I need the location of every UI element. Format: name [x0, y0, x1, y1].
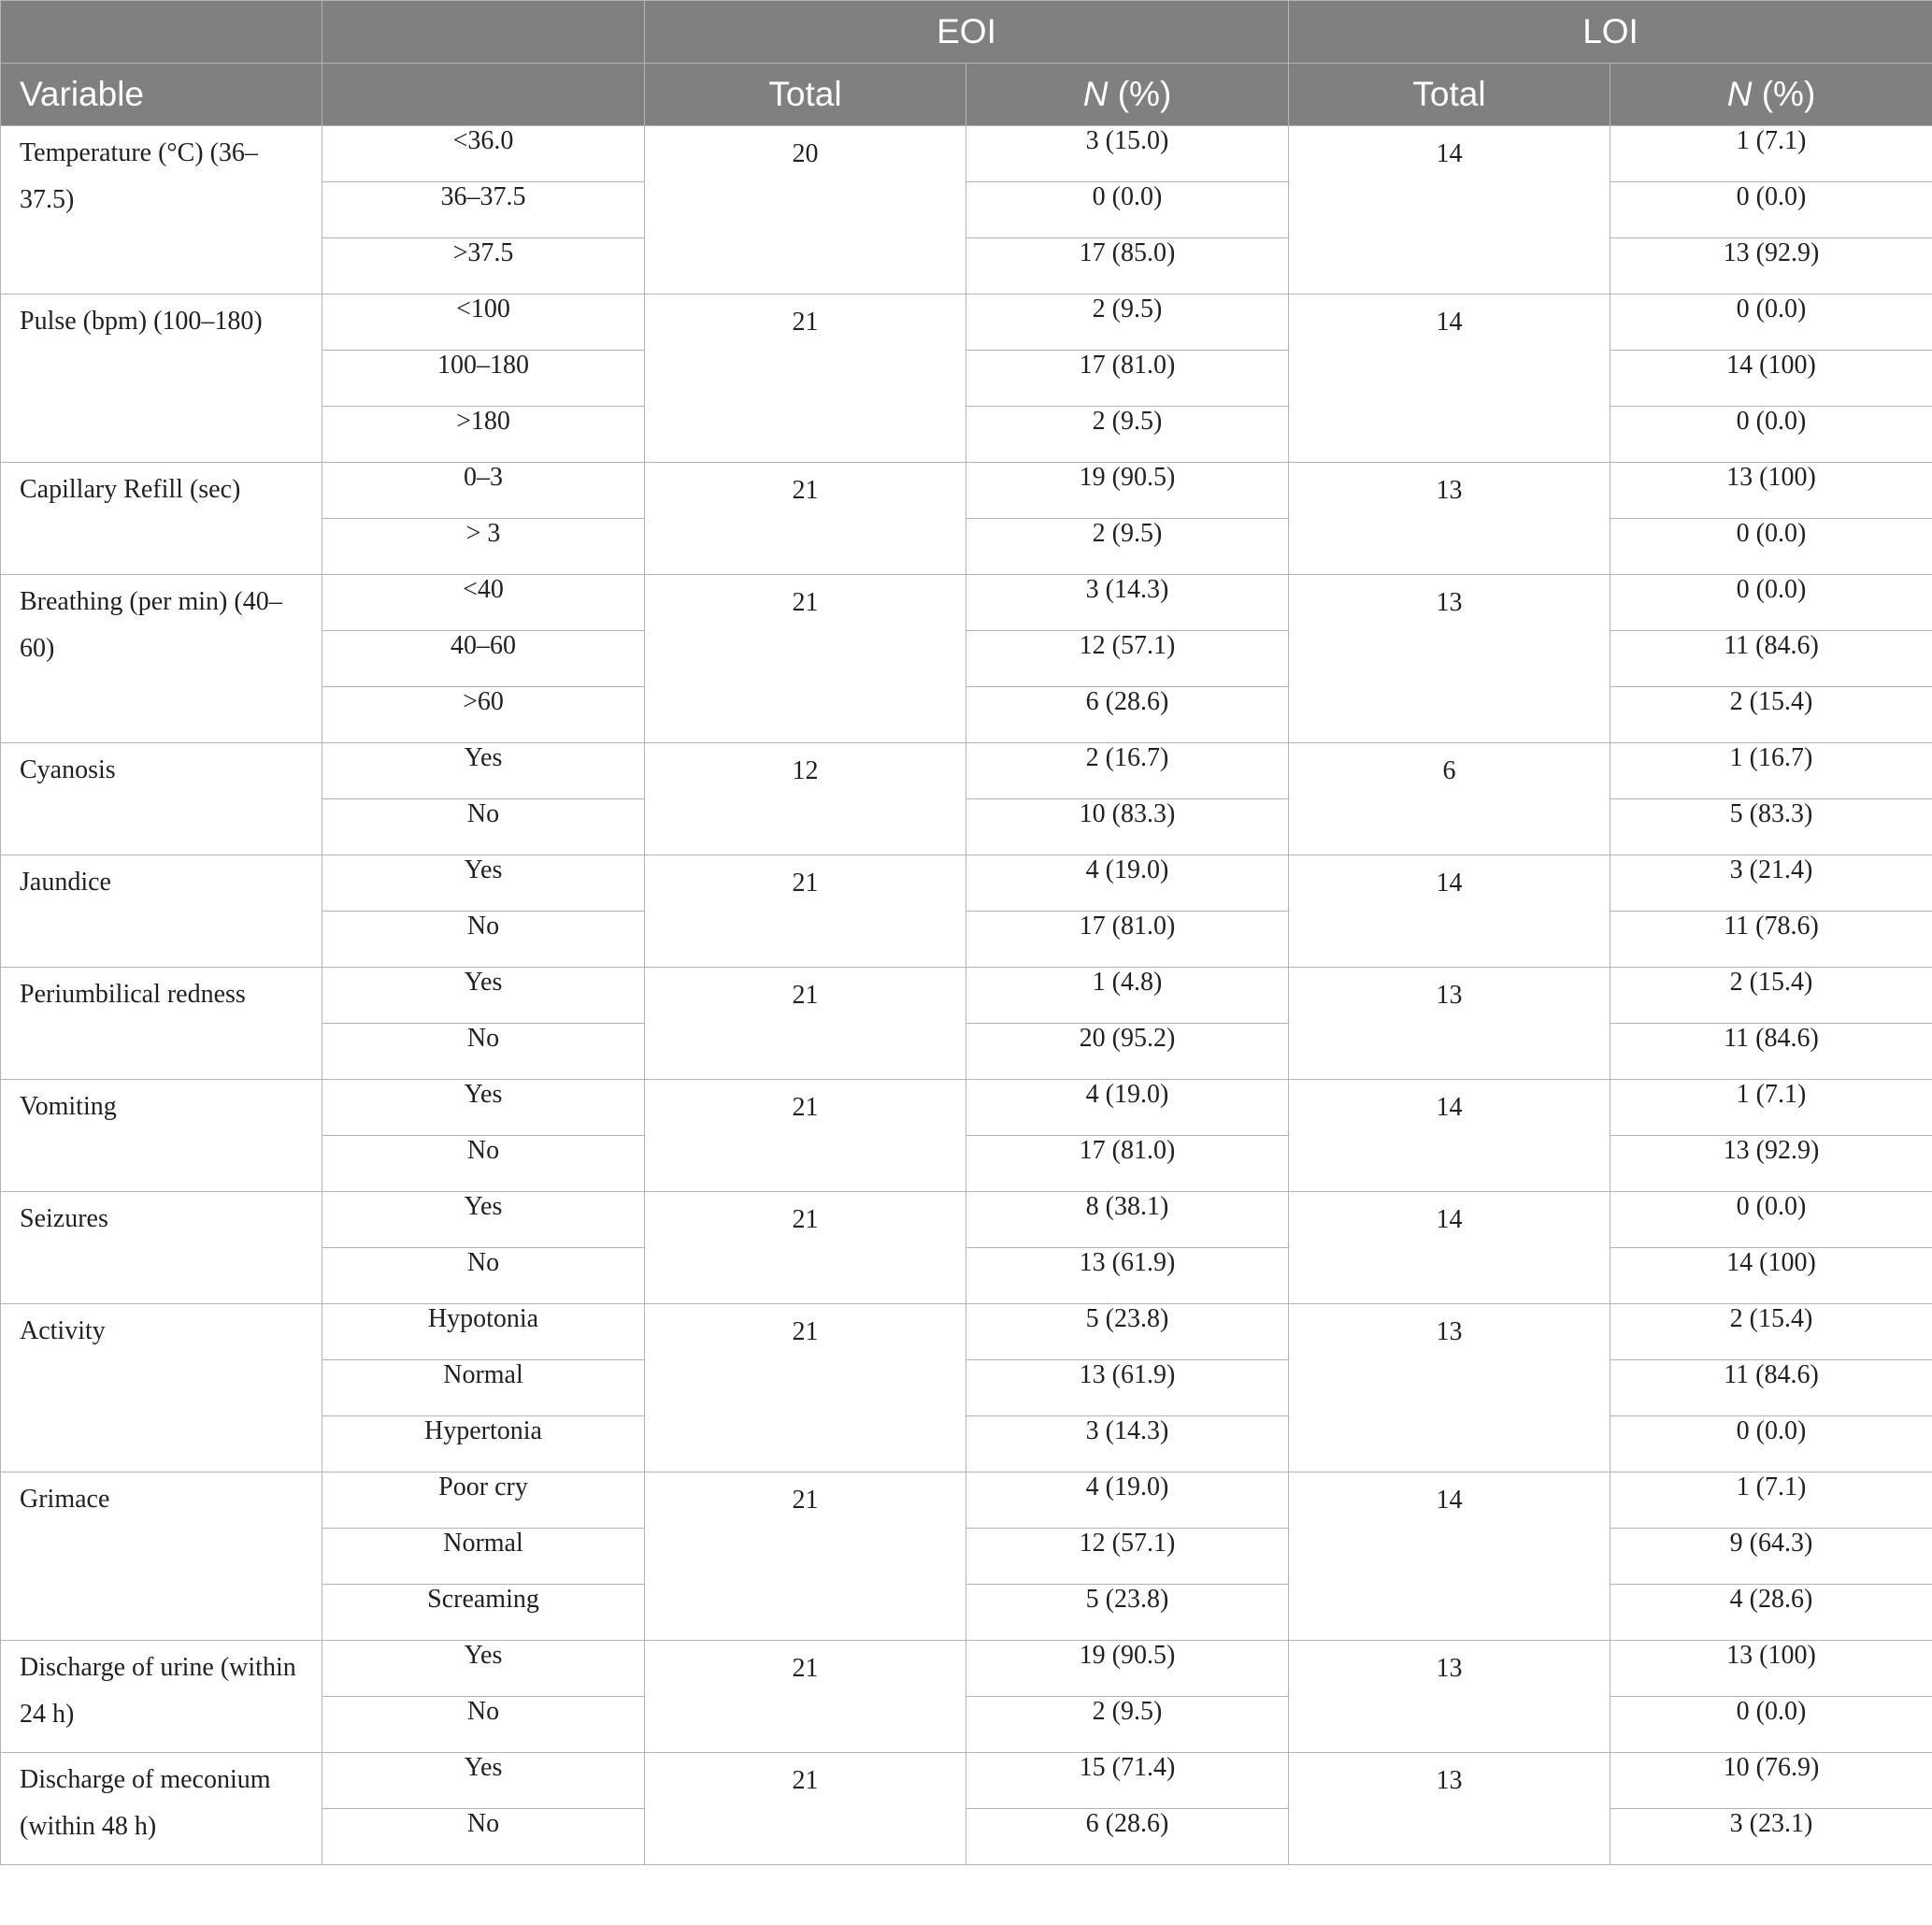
- eoi-n-percent-cell: 19 (90.5): [966, 1641, 1289, 1697]
- eoi-n-percent-cell: 8 (38.1): [966, 1192, 1289, 1248]
- table-row: [1, 1304, 1932, 1360]
- loi-n-percent-cell: 0 (0.0): [1610, 182, 1932, 238]
- category-cell: No: [322, 1136, 645, 1192]
- eoi-total-cell: 21: [645, 1192, 966, 1304]
- loi-total-cell: 13: [1289, 968, 1610, 1080]
- eoi-n-percent-cell: 5 (23.8): [966, 1585, 1289, 1641]
- category-cell: No: [322, 1024, 645, 1080]
- header-loi-n-percent: [1610, 64, 1932, 126]
- variable-name-cell: Vomiting: [1, 1080, 322, 1192]
- header-eoi-n-percent: [966, 64, 1289, 126]
- loi-n-percent-cell: 11 (84.6): [1610, 631, 1932, 687]
- table-row: [1, 743, 1932, 799]
- loi-n-percent-cell: 13 (100): [1610, 463, 1932, 519]
- eoi-n-percent-cell: 6 (28.6): [966, 687, 1289, 743]
- eoi-n-percent-cell: 6 (28.6): [966, 1809, 1289, 1865]
- category-cell: Yes: [322, 855, 645, 912]
- variable-name-cell: Breathing (per min) (40–60): [1, 575, 322, 743]
- variable-name-cell: Grimace: [1, 1472, 322, 1641]
- category-cell: Yes: [322, 1192, 645, 1248]
- category-cell: >60: [322, 687, 645, 743]
- variable-name-cell: Temperature (°C) (36–37.5): [1, 126, 322, 294]
- loi-total-cell: 14: [1289, 1192, 1610, 1304]
- header-category: [322, 64, 645, 126]
- category-cell: Hypertonia: [322, 1416, 645, 1472]
- table-row: [1, 126, 1932, 182]
- eoi-n-percent-cell: 4 (19.0): [966, 1472, 1289, 1529]
- loi-n-percent-cell: 0 (0.0): [1610, 1192, 1932, 1248]
- eoi-n-percent-cell: 10 (83.3): [966, 799, 1289, 855]
- category-cell: 36–37.5: [322, 182, 645, 238]
- eoi-n-percent-cell: 2 (9.5): [966, 407, 1289, 463]
- variable-name-cell: Cyanosis: [1, 743, 322, 855]
- header-loi-total: Total: [1289, 64, 1610, 126]
- eoi-total-cell: 21: [645, 1753, 966, 1865]
- table-row: [1, 1192, 1932, 1248]
- eoi-total-cell: 21: [645, 855, 966, 968]
- loi-n-percent-cell: 1 (7.1): [1610, 126, 1932, 182]
- header-group-eoi: EOI: [645, 1, 1289, 64]
- eoi-n-percent-cell: 4 (19.0): [966, 1080, 1289, 1136]
- category-cell: 100–180: [322, 351, 645, 407]
- variable-name-cell: Capillary Refill (sec): [1, 463, 322, 575]
- eoi-n-percent-cell: 5 (23.8): [966, 1304, 1289, 1360]
- loi-n-percent-cell: 11 (84.6): [1610, 1024, 1932, 1080]
- category-cell: 0–3: [322, 463, 645, 519]
- category-cell: No: [322, 799, 645, 855]
- category-cell: Normal: [322, 1360, 645, 1416]
- variable-name-cell: Pulse (bpm) (100–180): [1, 294, 322, 463]
- table-row: [1, 575, 1932, 631]
- category-cell: Hypotonia: [322, 1304, 645, 1360]
- eoi-n-percent-cell: 17 (81.0): [966, 1136, 1289, 1192]
- eoi-n-percent-cell: 17 (85.0): [966, 238, 1289, 294]
- header-loi-n-label: N: [1726, 75, 1753, 113]
- category-cell: <36.0: [322, 126, 645, 182]
- eoi-total-cell: 20: [645, 126, 966, 294]
- category-cell: No: [322, 1809, 645, 1865]
- eoi-n-percent-cell: 1 (4.8): [966, 968, 1289, 1024]
- loi-n-percent-cell: 1 (16.7): [1610, 743, 1932, 799]
- loi-total-cell: 14: [1289, 294, 1610, 463]
- category-cell: > 3: [322, 519, 645, 575]
- table-row: [1, 463, 1932, 519]
- header-group-loi: LOI: [1289, 1, 1932, 64]
- loi-n-percent-cell: 0 (0.0): [1610, 407, 1932, 463]
- loi-n-percent-cell: 9 (64.3): [1610, 1529, 1932, 1585]
- eoi-n-percent-cell: 2 (9.5): [966, 1697, 1289, 1753]
- loi-total-cell: 13: [1289, 575, 1610, 743]
- header-blank-category: [322, 1, 645, 64]
- eoi-n-percent-cell: 17 (81.0): [966, 351, 1289, 407]
- variable-name-cell: Discharge of urine (within 24 h): [1, 1641, 322, 1753]
- category-cell: <100: [322, 294, 645, 351]
- eoi-total-cell: 21: [645, 463, 966, 575]
- category-cell: Screaming: [322, 1585, 645, 1641]
- category-cell: No: [322, 1248, 645, 1304]
- eoi-n-percent-cell: 19 (90.5): [966, 463, 1289, 519]
- loi-n-percent-cell: 0 (0.0): [1610, 519, 1932, 575]
- category-cell: >180: [322, 407, 645, 463]
- eoi-n-percent-cell: 2 (9.5): [966, 294, 1289, 351]
- eoi-total-cell: 21: [645, 1472, 966, 1641]
- loi-n-percent-cell: 4 (28.6): [1610, 1585, 1932, 1641]
- variable-name-cell: Periumbilical redness: [1, 968, 322, 1080]
- loi-n-percent-cell: 2 (15.4): [1610, 968, 1932, 1024]
- header-loi-percent-label: (%): [1752, 75, 1816, 113]
- eoi-n-percent-cell: 12 (57.1): [966, 631, 1289, 687]
- header-group-row: [1, 1, 1932, 64]
- table-row: [1, 1753, 1932, 1809]
- variable-name-cell: Discharge of meconium (within 48 h): [1, 1753, 322, 1865]
- loi-total-cell: 6: [1289, 743, 1610, 855]
- loi-n-percent-cell: 0 (0.0): [1610, 1416, 1932, 1472]
- loi-n-percent-cell: 0 (0.0): [1610, 575, 1932, 631]
- table-row: [1, 855, 1932, 912]
- category-cell: Yes: [322, 1753, 645, 1809]
- table-row: [1, 1080, 1932, 1136]
- category-cell: 40–60: [322, 631, 645, 687]
- header-eoi-n-label: N: [1082, 75, 1109, 113]
- loi-total-cell: 13: [1289, 1304, 1610, 1472]
- eoi-n-percent-cell: 13 (61.9): [966, 1248, 1289, 1304]
- eoi-total-cell: 21: [645, 575, 966, 743]
- loi-n-percent-cell: 10 (76.9): [1610, 1753, 1932, 1809]
- header-eoi-total: Total: [645, 64, 966, 126]
- loi-total-cell: 13: [1289, 1641, 1610, 1753]
- category-cell: Yes: [322, 968, 645, 1024]
- loi-total-cell: 14: [1289, 855, 1610, 968]
- eoi-n-percent-cell: 15 (71.4): [966, 1753, 1289, 1809]
- loi-n-percent-cell: 5 (83.3): [1610, 799, 1932, 855]
- header-column-row: [1, 64, 1932, 126]
- category-cell: <40: [322, 575, 645, 631]
- category-cell: Normal: [322, 1529, 645, 1585]
- table-row: [1, 968, 1932, 1024]
- category-cell: Yes: [322, 1641, 645, 1697]
- variable-name-cell: Activity: [1, 1304, 322, 1472]
- category-cell: Poor cry: [322, 1472, 645, 1529]
- eoi-n-percent-cell: 13 (61.9): [966, 1360, 1289, 1416]
- loi-n-percent-cell: 11 (84.6): [1610, 1360, 1932, 1416]
- loi-n-percent-cell: 2 (15.4): [1610, 687, 1932, 743]
- loi-n-percent-cell: 13 (92.9): [1610, 238, 1932, 294]
- category-cell: Yes: [322, 1080, 645, 1136]
- eoi-n-percent-cell: 3 (14.3): [966, 575, 1289, 631]
- header-eoi-percent-label: (%): [1108, 75, 1172, 113]
- table-row: [1, 294, 1932, 351]
- eoi-n-percent-cell: 20 (95.2): [966, 1024, 1289, 1080]
- loi-total-cell: 14: [1289, 126, 1610, 294]
- loi-n-percent-cell: 11 (78.6): [1610, 912, 1932, 968]
- loi-n-percent-cell: 1 (7.1): [1610, 1080, 1932, 1136]
- category-cell: >37.5: [322, 238, 645, 294]
- loi-n-percent-cell: 13 (100): [1610, 1641, 1932, 1697]
- eoi-n-percent-cell: 4 (19.0): [966, 855, 1289, 912]
- loi-n-percent-cell: 2 (15.4): [1610, 1304, 1932, 1360]
- loi-n-percent-cell: 1 (7.1): [1610, 1472, 1932, 1529]
- eoi-total-cell: 21: [645, 968, 966, 1080]
- category-cell: No: [322, 1697, 645, 1753]
- eoi-n-percent-cell: 12 (57.1): [966, 1529, 1289, 1585]
- loi-n-percent-cell: 3 (21.4): [1610, 855, 1932, 912]
- loi-n-percent-cell: 3 (23.1): [1610, 1809, 1932, 1865]
- table-body: [1, 126, 1932, 1865]
- table-row: [1, 1641, 1932, 1697]
- eoi-total-cell: 12: [645, 743, 966, 855]
- loi-total-cell: 13: [1289, 463, 1610, 575]
- eoi-n-percent-cell: 3 (15.0): [966, 126, 1289, 182]
- header-blank-variable: [1, 1, 322, 64]
- eoi-n-percent-cell: 0 (0.0): [966, 182, 1289, 238]
- eoi-total-cell: 21: [645, 1641, 966, 1753]
- eoi-total-cell: 21: [645, 294, 966, 463]
- loi-total-cell: 14: [1289, 1472, 1610, 1641]
- loi-n-percent-cell: 14 (100): [1610, 351, 1932, 407]
- eoi-n-percent-cell: 2 (16.7): [966, 743, 1289, 799]
- table-row: [1, 1472, 1932, 1529]
- loi-n-percent-cell: 0 (0.0): [1610, 294, 1932, 351]
- eoi-n-percent-cell: 2 (9.5): [966, 519, 1289, 575]
- eoi-n-percent-cell: 17 (81.0): [966, 912, 1289, 968]
- category-cell: Yes: [322, 743, 645, 799]
- eoi-total-cell: 21: [645, 1304, 966, 1472]
- loi-n-percent-cell: 13 (92.9): [1610, 1136, 1932, 1192]
- eoi-n-percent-cell: 3 (14.3): [966, 1416, 1289, 1472]
- eoi-total-cell: 21: [645, 1080, 966, 1192]
- variable-name-cell: Seizures: [1, 1192, 322, 1304]
- variable-name-cell: Jaundice: [1, 855, 322, 968]
- loi-total-cell: 13: [1289, 1753, 1610, 1865]
- loi-n-percent-cell: 0 (0.0): [1610, 1697, 1932, 1753]
- category-cell: No: [322, 912, 645, 968]
- header-variable: Variable: [1, 64, 322, 126]
- loi-n-percent-cell: 14 (100): [1610, 1248, 1932, 1304]
- loi-total-cell: 14: [1289, 1080, 1610, 1192]
- table-header: [1, 1, 1932, 126]
